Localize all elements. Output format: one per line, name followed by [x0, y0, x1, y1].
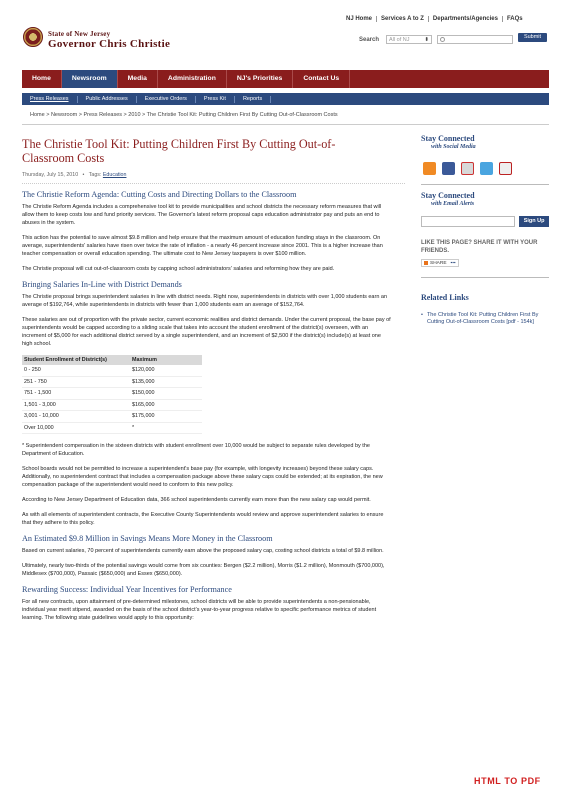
- table-cell: 1,501 - 3,000: [22, 399, 130, 411]
- section-heading: Rewarding Success: Individual Year Incentives for Performance: [22, 585, 232, 594]
- nav-home[interactable]: Home: [22, 70, 62, 88]
- table-cell: $175,000: [130, 411, 202, 423]
- article-date: Thursday, July 15, 2010: [22, 172, 79, 178]
- table-cell: $150,000: [130, 388, 202, 400]
- social-icons: [423, 162, 549, 175]
- facebook-icon[interactable]: [442, 162, 455, 175]
- tags-label: Tags:: [88, 172, 102, 178]
- article-meta: Thursday, July 15, 2010 • Tags: Education: [22, 172, 127, 178]
- sidebar: [421, 134, 549, 326]
- search-scope-value: All of NJ: [389, 37, 410, 43]
- section-heading: An Estimated $9.8 Million in Savings Means More Money in the Classroom: [22, 534, 273, 543]
- search-scope-select[interactable]: [386, 35, 432, 44]
- departments-link[interactable]: Departments/Agencies: [428, 16, 502, 22]
- subnav-executive-orders[interactable]: Executive Orders: [137, 96, 196, 103]
- nav-priorities[interactable]: NJ's Priorities: [227, 70, 293, 88]
- section-heading: The Christie Reform Agenda: Cutting Costs and Directing Dollars to the Classroom: [22, 190, 297, 199]
- search-label: Search: [359, 37, 380, 43]
- subnav-reports[interactable]: Reports: [235, 96, 271, 103]
- submit-button[interactable]: Submit: [518, 33, 547, 42]
- table-cell: 751 - 1,500: [22, 388, 130, 400]
- state-seal-icon[interactable]: [23, 27, 43, 47]
- nav-contact[interactable]: Contact Us: [293, 70, 350, 88]
- tag-link[interactable]: Education: [102, 172, 127, 178]
- search-icon: [440, 37, 445, 42]
- search-input[interactable]: [437, 35, 513, 44]
- share-button[interactable]: [421, 259, 459, 267]
- subnav-public-addresses[interactable]: Public Addresses: [78, 96, 137, 103]
- main-nav: [22, 70, 549, 88]
- bullet-icon: •: [421, 312, 423, 318]
- sidebar-divider: [421, 184, 549, 185]
- paragraph: Based on current salaries, 70 percent of superintendents currently earn above the proposed salary cap, costing school districts a total of $9.8 million.: [22, 548, 384, 554]
- paragraph: This action has the potential to save almost $9.8 million and help ensure that the maximum amount of education funding stays in the classroom. On average, superintendents' salaries have risen over twice the rate of inflation - a nearly 46 percent increase since 2001. This is a higher increase than teacher compensation or overall education spending. The ultimate cost to New Jersey taxpayers is over $100 million.: [22, 235, 383, 257]
- table-cell: 0 - 250: [22, 365, 130, 376]
- meta-divider: [22, 183, 405, 184]
- nav-media[interactable]: Media: [118, 70, 158, 88]
- column-header: Student Enrollment of District(s): [22, 355, 130, 365]
- html-to-pdf-watermark: HTML TO PDF: [474, 776, 541, 786]
- share-label: SHARE: [430, 260, 447, 266]
- table-cell: *: [130, 422, 202, 434]
- email-field[interactable]: [421, 216, 515, 227]
- paragraph: School boards would not be permitted to increase a superintendent's base pay (for example, with longevity increases) beyond these salary caps. Additionally, no superintendent contract that includes a compensation package above these salary caps could be extended; at its expiration, the new compensation package of the superintendent would need to conform to this new policy.: [22, 466, 383, 488]
- paragraph: The Christie proposal brings superintendent salaries in line with district needs. Right now, superintendents in districts with over 1,000 students earn an average of $192,764, while superintendents in districts with fewer than 1,000 students earn an average of $152,764.: [22, 294, 388, 308]
- header-divider: [22, 124, 549, 125]
- paragraph: According to New Jersey Department of Education data, 366 school superintendents currently earn more than the new salary cap would permit.: [22, 497, 371, 503]
- sub-nav: [22, 93, 549, 105]
- stay-connected-title: Stay Connected: [421, 134, 475, 143]
- rss-icon[interactable]: [423, 162, 436, 175]
- faqs-link[interactable]: FAQs: [502, 16, 527, 22]
- breadcrumb[interactable]: Home > Newsroom > Press Releases > 2010 > The Christie Tool Kit: Putting Children First By Cutting Out-of-Classroom Costs: [30, 112, 338, 118]
- utility-links: [346, 16, 527, 22]
- email-signup: [421, 216, 549, 227]
- article: [22, 137, 405, 629]
- youtube-icon[interactable]: [461, 162, 474, 175]
- sidebar-divider: [421, 277, 549, 278]
- paragraph: Ultimately, nearly two-thirds of the potential savings would come from six counties: Bergen ($2.2 million), Morris ($1.2 million), Monmouth ($700,000), Middlesex ($700,000), Passaic ($650,000) and Essex ($650,000).: [22, 563, 385, 577]
- section-heading: Bringing Salaries In-Line with District Demands: [22, 280, 182, 289]
- salary-cap-table: [22, 355, 202, 434]
- column-header: Maximum: [130, 355, 202, 365]
- paragraph: The Christie proposal will cut out-of-classroom costs by capping school administrators' salaries and reforming how they are paid.: [22, 266, 335, 272]
- social-media-subtitle: with Social Media: [431, 144, 476, 150]
- table-row: [22, 388, 202, 400]
- subnav-press-kit[interactable]: Press Kit: [196, 96, 235, 103]
- table-row: [22, 399, 202, 411]
- nav-administration[interactable]: Administration: [158, 70, 227, 88]
- table-header-row: [22, 355, 202, 365]
- related-link[interactable]: The Christie Tool Kit: Putting Children First By Cutting Out-of-Classroom Costs [pdf - 154k]: [426, 312, 539, 325]
- table-row: [22, 365, 202, 376]
- table-cell: 3,001 - 10,000: [22, 411, 130, 423]
- paragraph: As with all elements of superintendent contracts, the Executive County Superintendents would review and approve superintendent salaries to ensure that they adhere to this policy.: [22, 512, 384, 526]
- stay-connected-email-title: Stay Connected: [421, 191, 475, 200]
- governor-line[interactable]: Governor Chris Christie: [48, 38, 171, 50]
- page-title: The Christie Tool Kit: Putting Children First By Cutting Out-of-Classroom Costs: [22, 137, 336, 165]
- table-cell: $120,000: [130, 365, 202, 376]
- paragraph: For all new contracts, upon attainment of pre-determined milestones, school districts will be able to provide superintendents a non-pensionable, individual year merit stipend, awarded on the basis of the school district's year-to-year progress relative to specific performance metrics of student learning. The following state guidelines would apply to this opportunity:: [22, 599, 377, 621]
- subnav-press-releases[interactable]: Press Releases: [22, 96, 78, 103]
- share-icon: [424, 261, 428, 265]
- table-row: [22, 411, 202, 423]
- related-links-title: Related Links: [421, 293, 469, 302]
- twitter-icon[interactable]: [480, 162, 493, 175]
- state-line: State of New Jersey: [48, 30, 111, 38]
- email-alerts-subtitle: with Email Alerts: [431, 201, 475, 207]
- sign-up-button[interactable]: Sign Up: [519, 216, 549, 227]
- updown-arrow-icon: ⬍: [424, 37, 429, 43]
- share-more-icon: ▪▪▪: [450, 260, 456, 266]
- table-row: [22, 376, 202, 388]
- table-cell: 251 - 750: [22, 376, 130, 388]
- nj-home-link[interactable]: NJ Home: [346, 16, 373, 22]
- services-link[interactable]: Services A to Z: [376, 16, 428, 22]
- flickr-icon[interactable]: [499, 162, 512, 175]
- paragraph: * Superintendent compensation in the sixteen districts with student enrollment over 10,000 would be subject to separate rules developed by the Department of Education.: [22, 443, 370, 457]
- nav-newsroom[interactable]: Newsroom: [62, 70, 118, 88]
- share-prompt: LIKE THIS PAGE? SHARE IT WITH YOUR FRIENDS.: [421, 240, 538, 254]
- table-cell: $135,000: [130, 376, 202, 388]
- related-link-item[interactable]: [421, 312, 549, 326]
- paragraph: The Christie Reform Agenda includes a comprehensive tool kit to provide municipalities and school districts the necessary reform measures that will allow them to keep costs low and fund priority services. The Governor's latest reform proposal caps education administrator pay and puts an end to abuses in the system.: [22, 204, 382, 226]
- table-cell: Over 10,000: [22, 422, 130, 434]
- table-cell: $165,000: [130, 399, 202, 411]
- paragraph: These salaries are out of proportion with the private sector, current economic realities and district demands. Under the current proposal, the base pay of superintendents would be capped according to a sliding scale that takes into account the student enrollment of the district(s) overseen, with an increment of $5,000 for each additional district served by a single superintendent, and an increment of $2,500 if the district(s) include(s) at least one high school.: [22, 317, 391, 347]
- table-row: [22, 422, 202, 434]
